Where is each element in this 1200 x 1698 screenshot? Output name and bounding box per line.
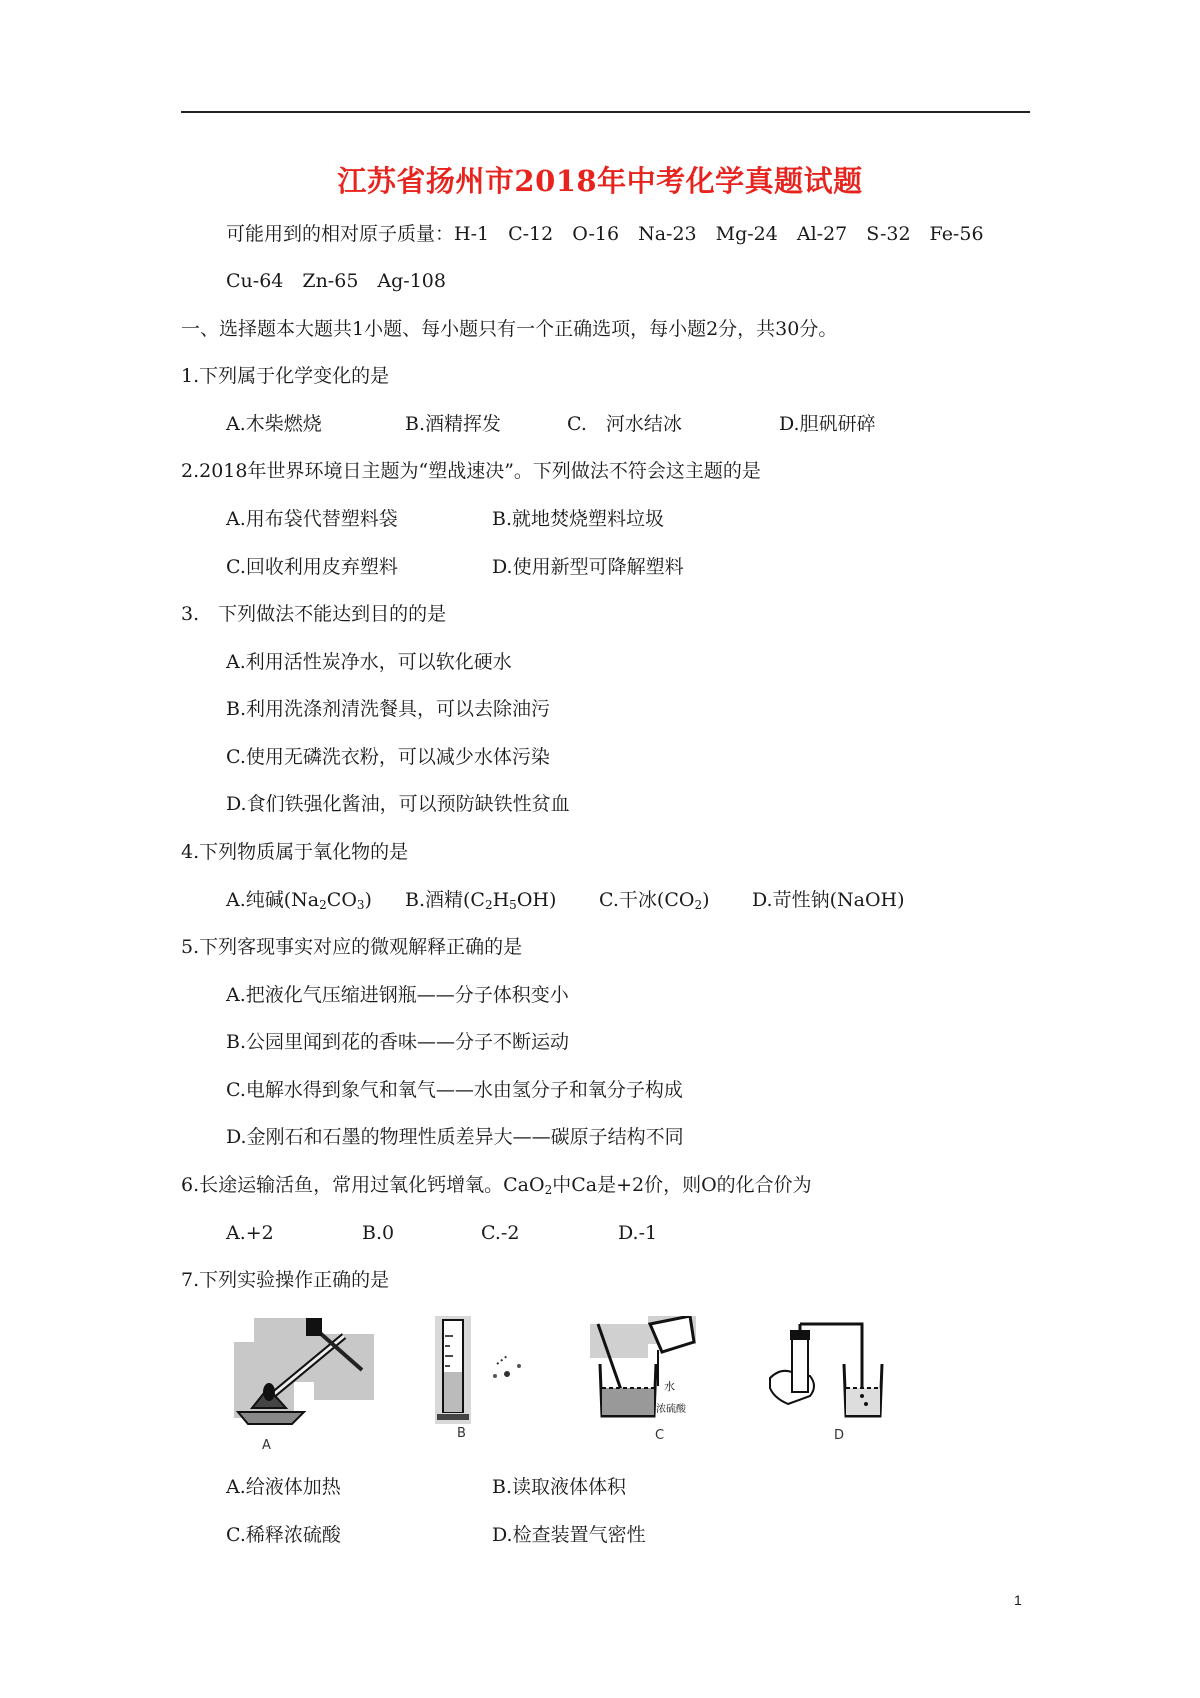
figure-b-graduated-cylinder — [435, 1316, 535, 1426]
question-3-option-a: A.利用活性炭净水，可以软化硬水 — [226, 651, 512, 673]
question-1-option-a: A.木柴燃烧 — [226, 413, 322, 435]
figure-a-heating-liquid — [234, 1316, 384, 1434]
question-4-option-d: D.苛性钠(NaOH) — [752, 889, 905, 911]
question-4-stem: 4.下列物质属于氧化物的是 — [181, 841, 409, 863]
question-2-option-c: C.回收利用皮弃塑料 — [226, 556, 398, 578]
question-3-option-b: B.利用洗涤剂清洗餐具，可以去除油污 — [226, 698, 551, 720]
question-6-option-a: A.+2 — [226, 1222, 274, 1244]
question-1-stem: 1.下列属于化学变化的是 — [181, 365, 390, 387]
question-1-option-c: C. 河水结冰 — [567, 413, 682, 435]
page-title: 江苏省扬州市2018年中考化学真题试题 — [337, 164, 863, 198]
question-1-option-b: B.酒精挥发 — [405, 413, 502, 435]
question-7-option-b: B.读取液体体积 — [492, 1476, 627, 1498]
question-4-option-c: C.干冰$(CO_2)$ — [599, 889, 710, 912]
question-7-option-a: A.给液体加热 — [226, 1476, 341, 1498]
question-7-option-c: C.稀释浓硫酸 — [226, 1524, 341, 1546]
question-5-option-a: A.把液化气压缩进钢瓶——分子体积变小 — [226, 984, 569, 1006]
question-5-option-b: B.公园里闻到花的香味——分子不断运动 — [226, 1031, 570, 1053]
figure-b-label: B — [457, 1426, 466, 1441]
atomic-mass-line-1: 可能用到的相对原子质量：H-1 C-12 O-16 Na-23 Mg-24 Al-27 S-32 Fe-56 — [226, 223, 984, 245]
question-4-option-a: A.纯碱$(Na_2CO_3)$ — [226, 889, 372, 912]
question-3-option-d: D.食们铁强化酱油，可以预防缺铁性贫血 — [226, 793, 570, 815]
figure-c-label: C — [655, 1428, 665, 1443]
header-rule — [181, 111, 1030, 113]
section-heading: 一、选择题本大题共1小题、每小题只有一个正确选项，每小题2分，共30分。 — [181, 318, 838, 340]
question-6-stem: 6.长途运输活鱼，常用过氧化钙增氧。CaO$_2$中Ca是+2价，则O的化合价为 — [181, 1174, 812, 1197]
page-number: 1 — [1014, 1592, 1022, 1608]
question-7-option-d: D.检查装置气密性 — [492, 1524, 646, 1546]
figure-d-airtightness-check — [766, 1316, 896, 1426]
question-3-option-c: C.使用无磷洗衣粉，可以减少水体污染 — [226, 746, 550, 768]
figure-a-label: A — [262, 1438, 271, 1453]
figure-c-acid-text: 浓硫酸 — [656, 1404, 686, 1415]
atomic-mass-line-2: Cu-64 Zn-65 Ag-108 — [226, 270, 446, 292]
question-2-option-d: D.使用新型可降解塑料 — [492, 556, 684, 578]
question-6-option-d: D.-1 — [618, 1222, 658, 1244]
question-7-stem: 7.下列实验操作正确的是 — [181, 1269, 390, 1291]
question-1-option-d: D.胆矾研碎 — [779, 413, 876, 435]
question-3-stem: 3. 下列做法不能达到目的的是 — [181, 603, 447, 625]
question-6-option-c: C.-2 — [481, 1222, 520, 1244]
figure-d-label: D — [834, 1428, 845, 1443]
question-2-option-b: B.就地焚烧塑料垃圾 — [492, 508, 665, 530]
question-4-option-b: B.酒精$(C_2H_5OH)$ — [405, 889, 557, 912]
question-5-option-c: C.电解水得到象气和氧气——水由氢分子和氧分子构成 — [226, 1079, 683, 1101]
figure-c-water-text: 水 — [664, 1380, 675, 1393]
question-2-stem: 2.2018年世界环境日主题为“塑战速决”。下列做法不符会这主题的是 — [181, 460, 761, 482]
question-6-option-b: B.0 — [362, 1222, 395, 1244]
question-5-stem: 5.下列客现事实对应的微观解释正确的是 — [181, 936, 523, 958]
question-5-option-d: D.金刚石和石墨的物理性质差异大——碳原子结构不同 — [226, 1126, 684, 1148]
figure-c-diluting-acid — [590, 1316, 710, 1426]
question-2-option-a: A.用布袋代替塑料袋 — [226, 508, 398, 530]
